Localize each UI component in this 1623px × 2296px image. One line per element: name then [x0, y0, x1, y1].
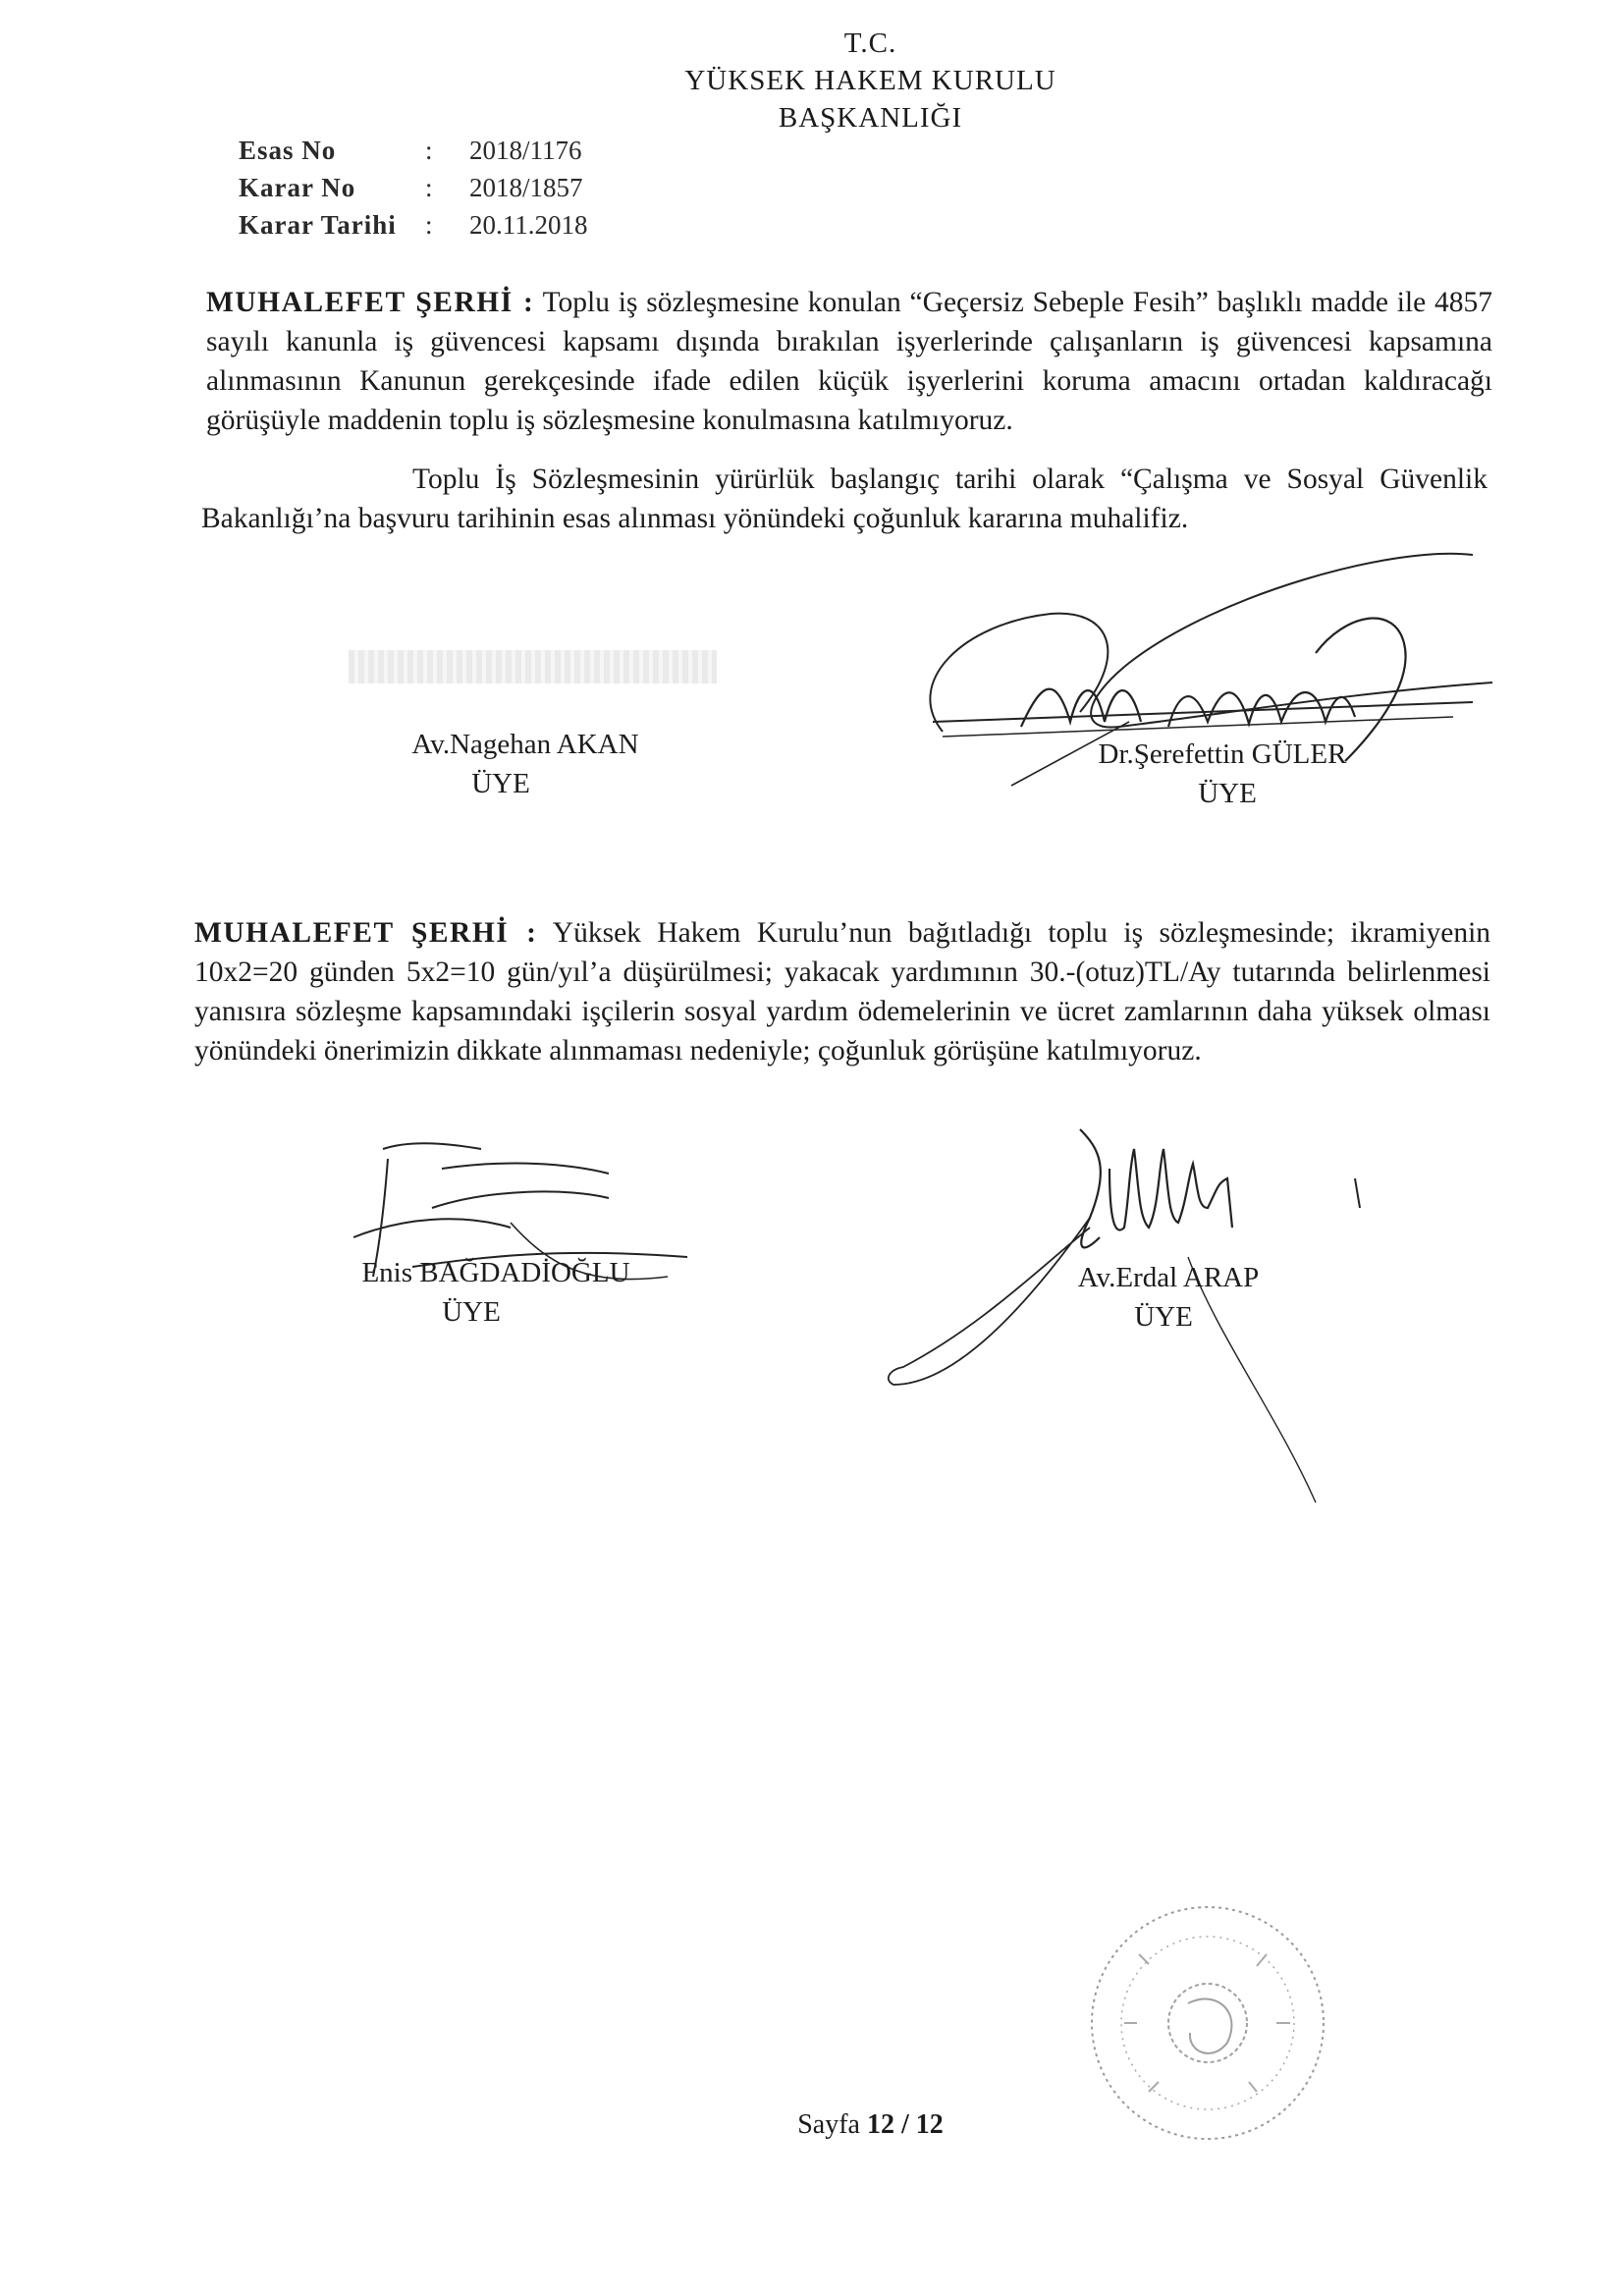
dissent-1-paragraph-2 — [201, 460, 1488, 538]
dissent-1-heading: MUHALEFET ŞERHİ : — [206, 287, 535, 318]
meta-label: Karar No — [239, 173, 356, 202]
faint-stamp-text — [349, 650, 717, 683]
page-numbers: 12 / 12 — [866, 2109, 944, 2140]
signatory-arap-role: ÜYE — [1134, 1301, 1193, 1333]
signatory-akan-role: ÜYE — [471, 768, 530, 799]
meta-esas-no: Esas No : 2018/1176 — [239, 136, 582, 165]
dissent-2-text: Yüksek Hakem Kurulu’nun bağıtladığı toplu iş sözleşmesinde; ikramiyenin 10x2=20 günden 5x2=10 gün/yıl’a düşürülmesi; yakacak yardımının 30.-(otuz)TL/Ay tutarında belirlenmesi yanısıra sözleşme kapsamındaki işçilerin sosyal yardım ödemelerinin ve ücret zamlarının daha yüksek olması yönündeki önerimizin dikkate alınmaması nedeniyle; çoğunluk görüşüne katılmıyoruz. — [194, 917, 1491, 1066]
signatory-guler-role: ÜYE — [1198, 778, 1257, 809]
page-prefix: Sayfa — [797, 2109, 860, 2140]
signatory-akan-name: Av.Nagehan AKAN — [411, 729, 639, 760]
page-number — [59, 2109, 1623, 2141]
meta-label: Karar Tarihi — [239, 210, 397, 240]
meta-value: 20.11.2018 — [469, 210, 588, 240]
signatory-bagdadioglu-name: Enis BAĞDADİOĞLU — [361, 1257, 630, 1288]
dissent-1-text-2: Toplu İş Sözleşmesinin yürürlük başlangıç tarihi olarak “Çalışma ve Sosyal Güvenlik Bakanlığı’na başvuru tarihinin esas alınması yönündeki çoğunluk kararına muhalifiz. — [201, 464, 1488, 534]
signatory-arap-name: Av.Erdal ARAP — [1077, 1262, 1260, 1293]
meta-karar-tarihi: Karar Tarihi : 20.11.2018 — [239, 210, 588, 240]
meta-value: 2018/1857 — [469, 173, 583, 202]
header-presidency: BAŞKANLIĞI — [778, 102, 963, 134]
meta-karar-no: Karar No : 2018/1857 — [239, 173, 583, 202]
meta-label: Esas No — [239, 136, 337, 165]
signatory-bagdadioglu-role: ÜYE — [442, 1296, 501, 1328]
header-institution: YÜKSEK HAKEM KURULU — [684, 65, 1056, 96]
header-tc: T.C. — [843, 27, 897, 59]
signatory-guler-name: Dr.Şerefettin GÜLER — [1098, 738, 1347, 770]
dissent-2-paragraph — [194, 913, 1490, 1070]
dissent-1-text: Toplu iş sözleşmesine konulan “Geçersiz Sebeple Fesih” başlıklı madde ile 4857 sayılı kanunla iş güvencesi kapsamı dışında bırakılan işyerlerinde çalışanların iş güvencesi kapsamına alınmasının Kanunun gerekçesinde ifade edilen küçük işyerlerini koruma amacını ortadan kaldıracağı görüşüyle maddenin toplu iş sözleşmesine konulmasına katılmıyoruz. — [206, 287, 1492, 436]
meta-value: 2018/1176 — [469, 136, 582, 165]
dissent-1-paragraph — [206, 283, 1492, 440]
dissent-2-heading: MUHALEFET ŞERHİ : — [194, 917, 538, 949]
